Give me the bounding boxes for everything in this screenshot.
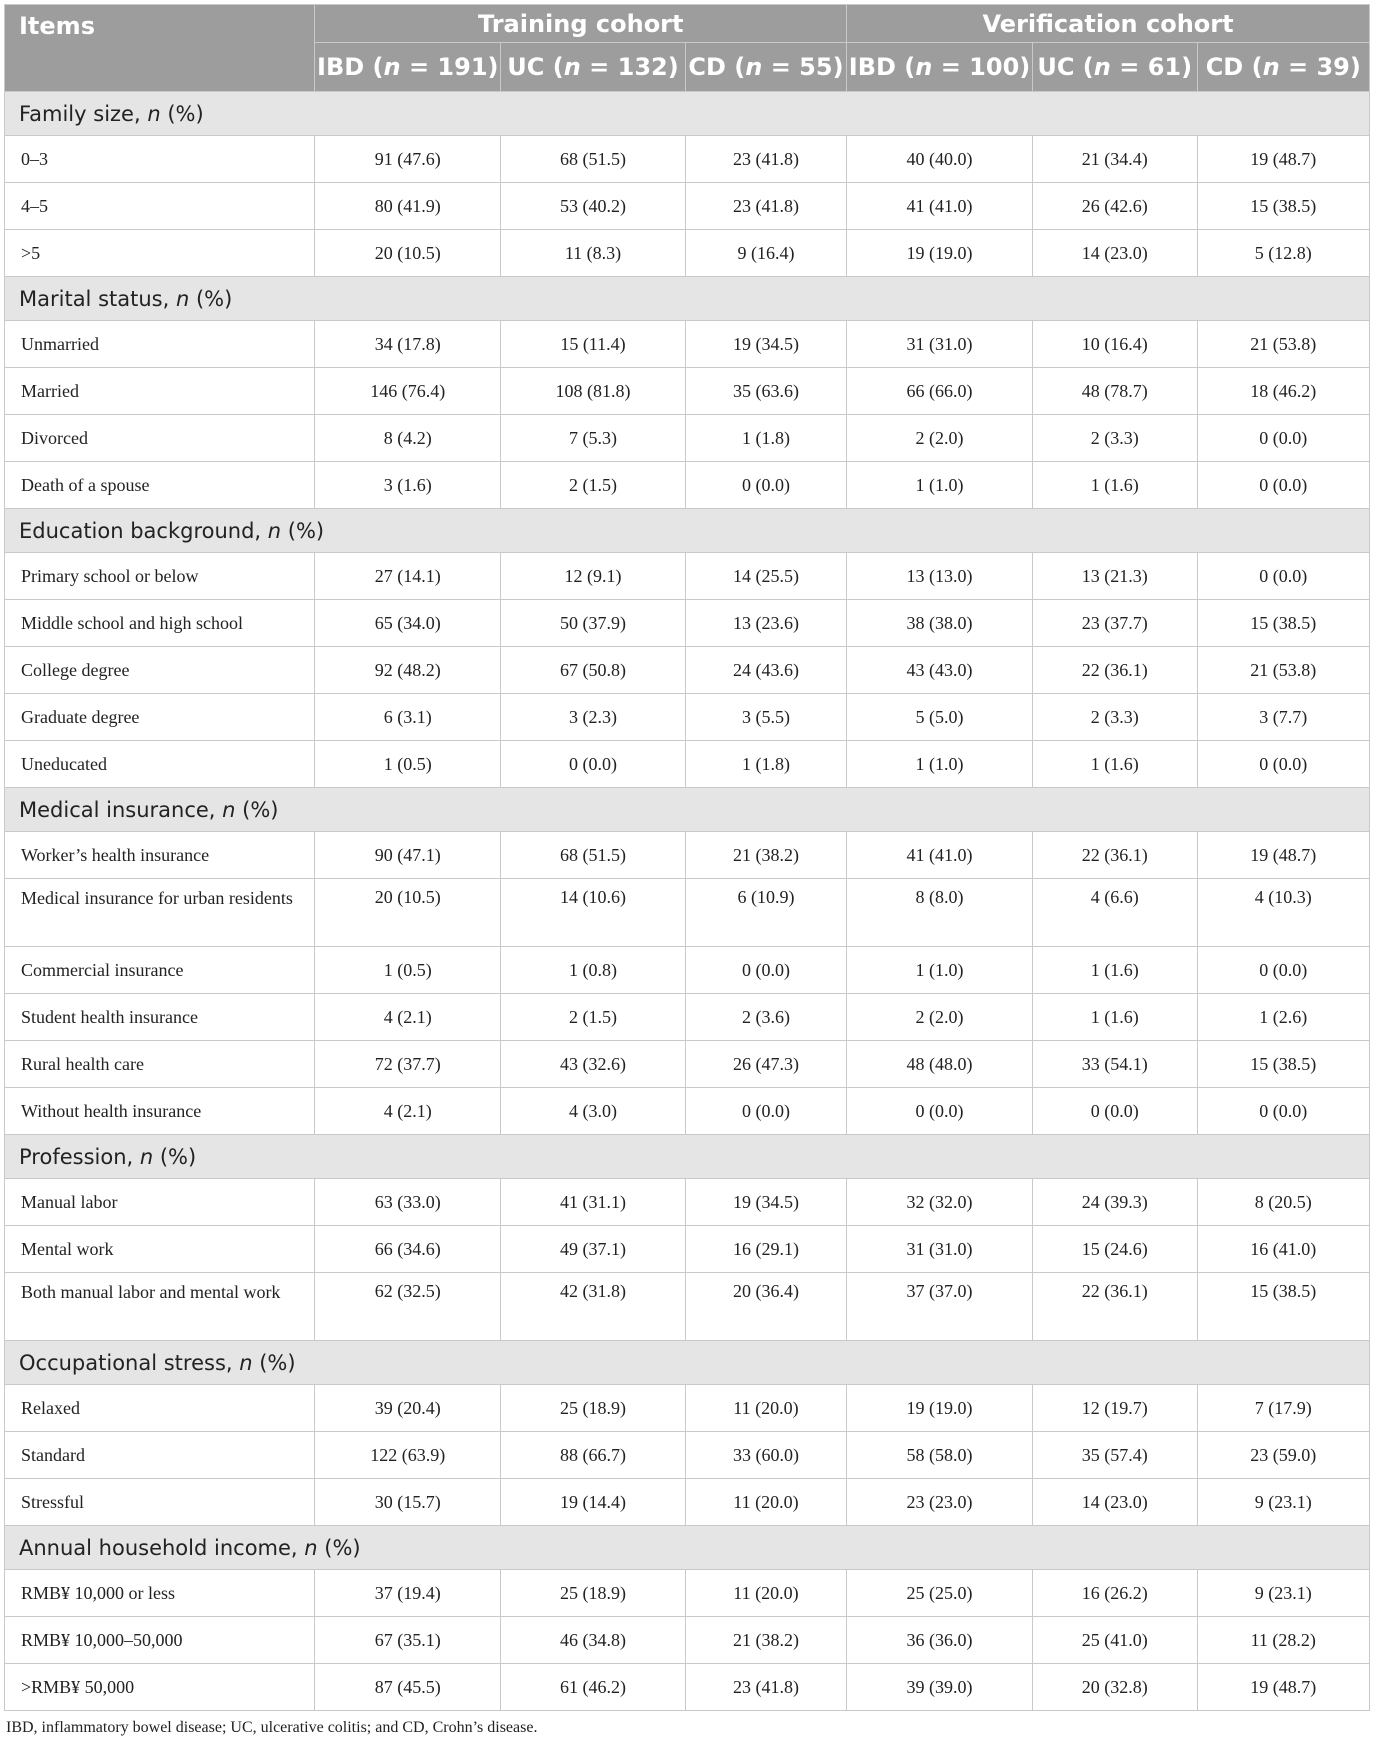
table-cell: 23 (23.0) <box>847 1479 1033 1526</box>
row-label: Relaxed <box>5 1385 315 1432</box>
table-row <box>5 553 1370 600</box>
table-cell: 4 (2.1) <box>315 1088 501 1135</box>
table-row <box>5 136 1370 183</box>
table-row <box>5 462 1370 509</box>
column-header-count: = 191) <box>400 53 499 81</box>
section-header-row <box>5 277 1370 321</box>
section-title-n: n <box>222 797 236 822</box>
table-cell: 22 (36.1) <box>1032 1273 1197 1341</box>
table-cell: 15 (38.5) <box>1197 600 1369 647</box>
table-cell: 14 (23.0) <box>1032 1479 1197 1526</box>
table-cell: 80 (41.9) <box>315 183 501 230</box>
table-cell: 41 (31.1) <box>501 1179 686 1226</box>
section-title-text: Family size, <box>19 101 148 126</box>
column-header: IBD (n = 100) <box>847 43 1033 92</box>
table-cell: 108 (81.8) <box>501 368 686 415</box>
table-cell: 31 (31.0) <box>847 321 1033 368</box>
table-cell: 19 (48.7) <box>1197 136 1369 183</box>
table-cell: 0 (0.0) <box>1197 553 1369 600</box>
table-cell: 39 (39.0) <box>847 1664 1033 1711</box>
table-cell: 19 (14.4) <box>501 1479 686 1526</box>
table-cell: 39 (20.4) <box>315 1385 501 1432</box>
table-cell: 9 (16.4) <box>685 230 846 277</box>
table-cell: 14 (23.0) <box>1032 230 1197 277</box>
table-cell: 23 (41.8) <box>685 183 846 230</box>
row-label: >5 <box>5 230 315 277</box>
table-cell: 21 (34.4) <box>1032 136 1197 183</box>
row-label: Death of a spouse <box>5 462 315 509</box>
header-row-groups <box>5 5 1370 43</box>
table-cell: 1 (1.6) <box>1032 462 1197 509</box>
section-title-suffix: (%) <box>160 101 204 126</box>
table-cell: 0 (0.0) <box>847 1088 1033 1135</box>
column-header-count: = 61) <box>1110 53 1193 81</box>
table-cell: 25 (25.0) <box>847 1570 1033 1617</box>
table-cell: 13 (21.3) <box>1032 553 1197 600</box>
table-cell: 90 (47.1) <box>315 832 501 879</box>
table-cell: 0 (0.0) <box>1197 415 1369 462</box>
table-cell: 62 (32.5) <box>315 1273 501 1341</box>
section-title <box>5 1526 1370 1570</box>
column-header-count: = 132) <box>580 53 679 81</box>
table-cell: 8 (4.2) <box>315 415 501 462</box>
section-header-row <box>5 509 1370 553</box>
section-title <box>5 1341 1370 1385</box>
table-cell: 2 (3.6) <box>685 994 846 1041</box>
table-cell: 27 (14.1) <box>315 553 501 600</box>
table-cell: 1 (1.0) <box>847 462 1033 509</box>
table-cell: 24 (43.6) <box>685 647 846 694</box>
table-cell: 11 (20.0) <box>685 1385 846 1432</box>
section-title-suffix: (%) <box>189 286 233 311</box>
table-cell: 22 (36.1) <box>1032 647 1197 694</box>
table-cell: 14 (10.6) <box>501 879 686 947</box>
table-cell: 34 (17.8) <box>315 321 501 368</box>
row-label: Stressful <box>5 1479 315 1526</box>
table-cell: 21 (53.8) <box>1197 647 1369 694</box>
table-cell: 33 (60.0) <box>685 1432 846 1479</box>
table-cell: 0 (0.0) <box>1197 947 1369 994</box>
table-cell: 20 (32.8) <box>1032 1664 1197 1711</box>
table-cell: 1 (2.6) <box>1197 994 1369 1041</box>
section-title-text: Marital status, <box>19 286 176 311</box>
table-cell: 21 (53.8) <box>1197 321 1369 368</box>
table-cell: 58 (58.0) <box>847 1432 1033 1479</box>
table-row <box>5 1479 1370 1526</box>
table-cell: 146 (76.4) <box>315 368 501 415</box>
table-cell: 14 (25.5) <box>685 553 846 600</box>
table-row <box>5 1226 1370 1273</box>
table-cell: 11 (8.3) <box>501 230 686 277</box>
table-cell: 20 (36.4) <box>685 1273 846 1341</box>
table-cell: 23 (41.8) <box>685 136 846 183</box>
table-cell: 53 (40.2) <box>501 183 686 230</box>
table-cell: 50 (37.9) <box>501 600 686 647</box>
section-header-row <box>5 92 1370 136</box>
table-cell: 43 (32.6) <box>501 1041 686 1088</box>
section-header-row <box>5 1341 1370 1385</box>
table-cell: 1 (1.6) <box>1032 994 1197 1041</box>
table-row <box>5 741 1370 788</box>
row-label: RMB¥ 10,000–50,000 <box>5 1617 315 1664</box>
table-cell: 36 (36.0) <box>847 1617 1033 1664</box>
column-header-n: n <box>1093 53 1111 81</box>
table-cell: 1 (1.8) <box>685 415 846 462</box>
section-title-text: Education background, <box>19 518 268 543</box>
column-header: CD (n = 39) <box>1197 43 1369 92</box>
section-title-n: n <box>267 518 282 543</box>
table-cell: 26 (47.3) <box>685 1041 846 1088</box>
table-cell: 3 (1.6) <box>315 462 501 509</box>
table-cell: 16 (41.0) <box>1197 1226 1369 1273</box>
section-header-row <box>5 788 1370 832</box>
table-cell: 48 (48.0) <box>847 1041 1033 1088</box>
table-cell: 25 (18.9) <box>501 1385 686 1432</box>
table-cell: 2 (1.5) <box>501 462 686 509</box>
row-label: 0–3 <box>5 136 315 183</box>
table-cell: 15 (38.5) <box>1197 183 1369 230</box>
table-cell: 19 (48.7) <box>1197 832 1369 879</box>
table-cell: 16 (29.1) <box>685 1226 846 1273</box>
table-cell: 10 (16.4) <box>1032 321 1197 368</box>
section-title-suffix: (%) <box>252 1350 296 1375</box>
section-title <box>5 788 1370 832</box>
section-title-n: n <box>147 101 161 126</box>
row-label: Middle school and high school <box>5 600 315 647</box>
column-header-n: n <box>1262 53 1280 81</box>
table-cell: 49 (37.1) <box>501 1226 686 1273</box>
row-label: Student health insurance <box>5 994 315 1041</box>
table-row <box>5 1041 1370 1088</box>
row-label: Divorced <box>5 415 315 462</box>
table-cell: 91 (47.6) <box>315 136 501 183</box>
row-label: Graduate degree <box>5 694 315 741</box>
table-cell: 122 (63.9) <box>315 1432 501 1479</box>
table-cell: 37 (19.4) <box>315 1570 501 1617</box>
table-row <box>5 1432 1370 1479</box>
table-cell: 63 (33.0) <box>315 1179 501 1226</box>
table-cell: 8 (8.0) <box>847 879 1033 947</box>
table-row <box>5 694 1370 741</box>
table-cell: 3 (7.7) <box>1197 694 1369 741</box>
table-cell: 18 (46.2) <box>1197 368 1369 415</box>
table-cell: 0 (0.0) <box>685 1088 846 1135</box>
table-cell: 21 (38.2) <box>685 1617 846 1664</box>
row-label: Primary school or below <box>5 553 315 600</box>
section-title-text: Profession, <box>19 1144 140 1169</box>
table-cell: 48 (78.7) <box>1032 368 1197 415</box>
table-cell: 11 (20.0) <box>685 1479 846 1526</box>
table-cell: 24 (39.3) <box>1032 1179 1197 1226</box>
row-label: Medical insurance for urban residents <box>5 879 315 947</box>
section-title-suffix: (%) <box>235 797 279 822</box>
section-title-text: Medical insurance, <box>19 797 223 822</box>
row-label: Worker’s health insurance <box>5 832 315 879</box>
table-cell: 4 (6.6) <box>1032 879 1197 947</box>
section-title-n: n <box>304 1535 318 1560</box>
row-label: Rural health care <box>5 1041 315 1088</box>
table-cell: 61 (46.2) <box>501 1664 686 1711</box>
row-label: Standard <box>5 1432 315 1479</box>
column-header-count: = 39) <box>1279 53 1361 81</box>
table-cell: 66 (34.6) <box>315 1226 501 1273</box>
table-cell: 1 (1.0) <box>847 741 1033 788</box>
table-row <box>5 1179 1370 1226</box>
table-cell: 41 (41.0) <box>847 832 1033 879</box>
table-cell: 7 (17.9) <box>1197 1385 1369 1432</box>
column-header: IBD (n = 191) <box>315 43 501 92</box>
table-cell: 46 (34.8) <box>501 1617 686 1664</box>
table-cell: 19 (34.5) <box>685 321 846 368</box>
table-cell: 15 (11.4) <box>501 321 686 368</box>
table-footnote: IBD, inflammatory bowel disease; UC, ulcerative colitis; and CD, Crohn’s disease. <box>6 1719 538 1736</box>
table-row <box>5 600 1370 647</box>
section-title-suffix: (%) <box>281 518 325 543</box>
table-cell: 68 (51.5) <box>501 832 686 879</box>
table-cell: 0 (0.0) <box>685 462 846 509</box>
column-header-n: n <box>745 53 763 81</box>
table-cell: 9 (23.1) <box>1197 1479 1369 1526</box>
table-body <box>5 92 1370 1711</box>
table-cell: 2 (2.0) <box>847 994 1033 1041</box>
column-header-count: = 55) <box>762 53 844 81</box>
table-cell: 16 (26.2) <box>1032 1570 1197 1617</box>
table-cell: 5 (5.0) <box>847 694 1033 741</box>
table-cell: 0 (0.0) <box>1197 1088 1369 1135</box>
table-cell: 67 (50.8) <box>501 647 686 694</box>
table-cell: 11 (20.0) <box>685 1570 846 1617</box>
section-title-n: n <box>239 1350 253 1375</box>
table-row <box>5 1617 1370 1664</box>
row-label: Uneducated <box>5 741 315 788</box>
table-row <box>5 879 1370 947</box>
table-cell: 1 (0.8) <box>501 947 686 994</box>
table-row <box>5 994 1370 1041</box>
table-row <box>5 832 1370 879</box>
table-cell: 3 (2.3) <box>501 694 686 741</box>
table-cell: 40 (40.0) <box>847 136 1033 183</box>
section-title-suffix: (%) <box>317 1535 361 1560</box>
table-cell: 1 (1.6) <box>1032 741 1197 788</box>
row-label: >RMB¥ 50,000 <box>5 1664 315 1711</box>
column-header-n: n <box>383 53 401 81</box>
table-cell: 38 (38.0) <box>847 600 1033 647</box>
section-header-row <box>5 1135 1370 1179</box>
table-cell: 9 (23.1) <box>1197 1570 1369 1617</box>
table-row <box>5 1273 1370 1341</box>
table-cell: 2 (3.3) <box>1032 694 1197 741</box>
column-header-abbr: UC <box>507 53 545 81</box>
table-cell: 0 (0.0) <box>1197 462 1369 509</box>
header-group-training: Training cohort <box>315 5 847 43</box>
column-header: UC (n = 132) <box>501 43 686 92</box>
table-cell: 15 (38.5) <box>1197 1041 1369 1088</box>
row-label: Married <box>5 368 315 415</box>
row-label: Commercial insurance <box>5 947 315 994</box>
table-cell: 66 (66.0) <box>847 368 1033 415</box>
column-header-count: = 100) <box>932 53 1031 81</box>
table-cell: 1 (1.6) <box>1032 947 1197 994</box>
section-title <box>5 277 1370 321</box>
table-cell: 4 (3.0) <box>501 1088 686 1135</box>
column-header: CD (n = 55) <box>685 43 846 92</box>
cohort-table <box>4 4 1370 1711</box>
table-row <box>5 1088 1370 1135</box>
section-title-n: n <box>175 286 190 311</box>
table-cell: 5 (12.8) <box>1197 230 1369 277</box>
table-cell: 19 (34.5) <box>685 1179 846 1226</box>
table-cell: 72 (37.7) <box>315 1041 501 1088</box>
section-title-text: Annual household income, <box>19 1535 305 1560</box>
table-cell: 67 (35.1) <box>315 1617 501 1664</box>
column-header-n: n <box>915 53 933 81</box>
table-cell: 4 (10.3) <box>1197 879 1369 947</box>
table-cell: 33 (54.1) <box>1032 1041 1197 1088</box>
header-items: Items <box>5 5 315 92</box>
table-cell: 35 (57.4) <box>1032 1432 1197 1479</box>
table-cell: 43 (43.0) <box>847 647 1033 694</box>
table-cell: 0 (0.0) <box>1032 1088 1197 1135</box>
table-cell: 6 (3.1) <box>315 694 501 741</box>
column-header-n: n <box>563 53 581 81</box>
section-title <box>5 92 1370 136</box>
table-row <box>5 1570 1370 1617</box>
table-cell: 4 (2.1) <box>315 994 501 1041</box>
column-header-abbr: IBD <box>848 53 896 81</box>
table-cell: 19 (19.0) <box>847 1385 1033 1432</box>
table-cell: 87 (45.5) <box>315 1664 501 1711</box>
column-header-abbr: CD <box>1205 53 1244 81</box>
column-header-abbr: UC <box>1037 53 1075 81</box>
table-cell: 8 (20.5) <box>1197 1179 1369 1226</box>
table-cell: 7 (5.3) <box>501 415 686 462</box>
table-cell: 23 (37.7) <box>1032 600 1197 647</box>
table-cell: 13 (13.0) <box>847 553 1033 600</box>
column-header: UC (n = 61) <box>1032 43 1197 92</box>
table-cell: 1 (1.8) <box>685 741 846 788</box>
table-row <box>5 1664 1370 1711</box>
table-cell: 13 (23.6) <box>685 600 846 647</box>
column-header-abbr: IBD <box>317 53 365 81</box>
section-title-suffix: (%) <box>153 1144 197 1169</box>
section-title-text: Occupational stress, <box>19 1350 240 1375</box>
row-label: Manual labor <box>5 1179 315 1226</box>
row-label: Both manual labor and mental work <box>5 1273 315 1341</box>
row-label: 4–5 <box>5 183 315 230</box>
table-cell: 2 (2.0) <box>847 415 1033 462</box>
table-row <box>5 647 1370 694</box>
table-cell: 12 (9.1) <box>501 553 686 600</box>
table-cell: 31 (31.0) <box>847 1226 1033 1273</box>
column-header-abbr: CD <box>688 53 726 81</box>
table-cell: 19 (48.7) <box>1197 1664 1369 1711</box>
table-cell: 12 (19.7) <box>1032 1385 1197 1432</box>
table-cell: 19 (19.0) <box>847 230 1033 277</box>
table-cell: 15 (38.5) <box>1197 1273 1369 1341</box>
table-cell: 65 (34.0) <box>315 600 501 647</box>
table-cell: 15 (24.6) <box>1032 1226 1197 1273</box>
table-cell: 20 (10.5) <box>315 230 501 277</box>
table-row <box>5 230 1370 277</box>
table-cell: 25 (41.0) <box>1032 1617 1197 1664</box>
table-cell: 20 (10.5) <box>315 879 501 947</box>
row-label: Mental work <box>5 1226 315 1273</box>
table-cell: 1 (0.5) <box>315 947 501 994</box>
table-row <box>5 183 1370 230</box>
table-cell: 32 (32.0) <box>847 1179 1033 1226</box>
table-cell: 25 (18.9) <box>501 1570 686 1617</box>
table-cell: 41 (41.0) <box>847 183 1033 230</box>
row-label: College degree <box>5 647 315 694</box>
table-cell: 26 (42.6) <box>1032 183 1197 230</box>
table-row <box>5 415 1370 462</box>
table-cell: 37 (37.0) <box>847 1273 1033 1341</box>
section-header-row <box>5 1526 1370 1570</box>
table-cell: 2 (1.5) <box>501 994 686 1041</box>
table-cell: 68 (51.5) <box>501 136 686 183</box>
table-cell: 0 (0.0) <box>501 741 686 788</box>
table-row <box>5 947 1370 994</box>
table-cell: 6 (10.9) <box>685 879 846 947</box>
section-title <box>5 1135 1370 1179</box>
table-cell: 42 (31.8) <box>501 1273 686 1341</box>
table-cell: 88 (66.7) <box>501 1432 686 1479</box>
header-group-verification: Verification cohort <box>847 5 1370 43</box>
table-cell: 1 (1.0) <box>847 947 1033 994</box>
section-title <box>5 509 1370 553</box>
table-cell: 22 (36.1) <box>1032 832 1197 879</box>
table-cell: 2 (3.3) <box>1032 415 1197 462</box>
table-cell: 35 (63.6) <box>685 368 846 415</box>
table-cell: 0 (0.0) <box>685 947 846 994</box>
table-cell: 30 (15.7) <box>315 1479 501 1526</box>
table-cell: 3 (5.5) <box>685 694 846 741</box>
table-cell: 11 (28.2) <box>1197 1617 1369 1664</box>
table-cell: 23 (41.8) <box>685 1664 846 1711</box>
row-label: RMB¥ 10,000 or less <box>5 1570 315 1617</box>
section-title-n: n <box>139 1144 154 1169</box>
row-label: Without health insurance <box>5 1088 315 1135</box>
row-label: Unmarried <box>5 321 315 368</box>
table-cell: 92 (48.2) <box>315 647 501 694</box>
table-container <box>4 4 1370 1737</box>
table-cell: 21 (38.2) <box>685 832 846 879</box>
table-cell: 23 (59.0) <box>1197 1432 1369 1479</box>
table-cell: 1 (0.5) <box>315 741 501 788</box>
table-cell: 0 (0.0) <box>1197 741 1369 788</box>
table-row <box>5 368 1370 415</box>
table-row <box>5 321 1370 368</box>
table-row <box>5 1385 1370 1432</box>
